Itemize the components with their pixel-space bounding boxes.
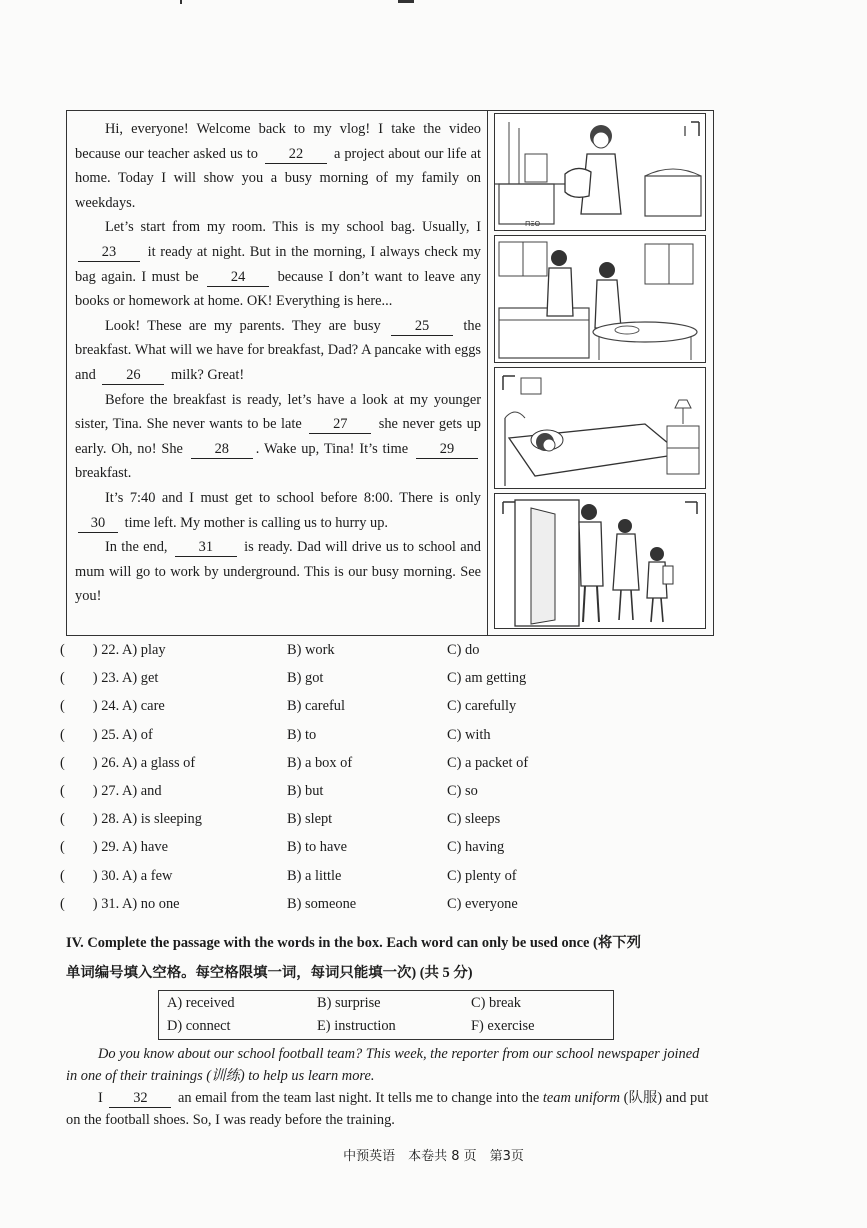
question-row-26 (60, 751, 680, 779)
option-b: B) but (287, 782, 324, 799)
option-b: B) to (287, 726, 317, 743)
blank-29[interactable]: 29 (416, 440, 478, 459)
word-option-a: A) received (167, 995, 235, 1011)
answer-bracket[interactable]: ( ) 27. A) and (60, 782, 162, 799)
word-option-d: D) connect (167, 1018, 231, 1034)
girl-packing-bag-image (495, 114, 705, 230)
parents-cooking-image (495, 236, 705, 362)
answer-bracket[interactable]: ( ) 22. A) play (60, 642, 166, 658)
question-row-31 (60, 892, 680, 920)
scan-mark (180, 0, 182, 4)
paragraph-1: Hi, everyone! Welcome back to my vlog! I take the video because our teacher asked us to 22 a project about our life at home. Today I will show you a busy morning of my family on weekdays. (75, 121, 481, 211)
option-b: B) slept (287, 811, 333, 828)
paragraph-4: Before the breakfast is ready, let’s have a look at my younger sister, Tina. She never wants to be late 27 she never gets up early. Oh, no! She 28 . Wake up, Tina! It’s time 29 breakfast. (75, 391, 481, 482)
answer-bracket[interactable]: ( ) 29. A) have (60, 839, 168, 856)
illustrations-column (487, 111, 713, 635)
paragraph-5: It’s 7:40 and I must get to school before 8:00. There is only 30 time left. My mother is calling us to hurry up. (75, 486, 481, 535)
paragraph-6: In the end, 31 is ready. Dad will drive us to school and mum will go to work by underground. This is our busy morning. See you! (75, 539, 481, 605)
option-c: C) plenty of (447, 867, 517, 884)
illustration-girl-packing-bag (494, 113, 706, 231)
multiple-choice-list (60, 638, 680, 920)
option-c: C) having (447, 839, 505, 856)
option-b: B) work (287, 642, 335, 658)
option-c: C) do (447, 642, 480, 658)
blank-22[interactable]: 22 (265, 145, 327, 164)
sister-sleeping-image (495, 368, 705, 488)
blank-25[interactable]: 25 (391, 317, 453, 336)
option-c: C) sleeps (447, 811, 501, 828)
scan-mark (398, 0, 414, 3)
paragraph-2: Let’s start from my room. This is my school bag. Usually, I 23 it ready at night. But in the morning, I always check my bag again. I must be 24 because I don’t want to leave any books or homework at home. OK! Everything is here... (75, 219, 481, 310)
family-leaving-image (495, 494, 705, 628)
option-b: B) got (287, 670, 324, 687)
answer-bracket[interactable]: ( ) 30. A) a few (60, 867, 173, 884)
option-c: C) carefully (447, 698, 517, 715)
answer-bracket[interactable]: ( ) 24. A) care (60, 698, 165, 715)
section-4-intro: Do you know about our school football team? This week, the reporter from our school newspaper joined in one of their trainings (训练) to help us learn more. (66, 1046, 700, 1084)
question-row-24 (60, 694, 680, 722)
answer-bracket[interactable]: ( ) 25. A) of (60, 726, 153, 743)
option-b: B) a box of (287, 754, 353, 771)
option-b: B) to have (287, 839, 347, 856)
paragraph-3: Look! These are my parents. They are busy 25 the breakfast. What will we have for breakfast, Dad? A pancake with eggs and 26 milk? Great! (75, 317, 481, 383)
option-c: C) a packet of (447, 754, 529, 771)
illustration-label: ΠΞΟ (525, 220, 541, 228)
word-option-e: E) instruction (317, 1018, 396, 1034)
word-option-f: F) exercise (471, 1018, 535, 1034)
blank-27[interactable]: 27 (309, 415, 371, 434)
question-row-23 (60, 666, 680, 694)
question-row-30 (60, 864, 680, 892)
option-b: B) a little (287, 867, 342, 884)
blank-31[interactable]: 31 (175, 538, 237, 557)
option-c: C) am getting (447, 670, 527, 687)
illustration-parents-cooking (494, 235, 706, 363)
question-row-22 (60, 638, 680, 666)
blank-24[interactable]: 24 (207, 268, 269, 287)
answer-bracket[interactable]: ( ) 26. A) a glass of (60, 754, 196, 771)
word-option-b: B) surprise (317, 995, 381, 1011)
question-row-28 (60, 807, 680, 835)
word-box (158, 990, 614, 1040)
blank-23[interactable]: 23 (78, 243, 140, 262)
illustration-sister-sleeping (494, 367, 706, 489)
page-footer: 中预英语 本卷共 8 页 第3页 (343, 1149, 524, 1164)
blank-32[interactable]: 32 (109, 1089, 171, 1108)
question-row-25 (60, 723, 680, 751)
option-c: C) so (447, 782, 478, 799)
word-option-c: C) break (471, 995, 521, 1011)
blank-26[interactable]: 26 (102, 366, 164, 385)
blank-28[interactable]: 28 (191, 440, 253, 459)
illustration-family-leaving (494, 493, 706, 629)
option-b: B) someone (287, 895, 357, 912)
section-4-paragraph-1: I 32 an email from the team last night. It tells me to change into the team uniform (队服) and put on the football shoes. So, I was ready before the training. (66, 1090, 709, 1128)
answer-bracket[interactable]: ( ) 31. A) no one (60, 895, 180, 912)
option-c: C) everyone (447, 895, 518, 912)
cloze-passage (75, 117, 481, 609)
question-row-29 (60, 835, 680, 863)
section-4-passage (66, 1043, 710, 1131)
question-row-27 (60, 779, 680, 807)
answer-bracket[interactable]: ( ) 23. A) get (60, 670, 159, 687)
section-4-title-cn: 单词编号填入空格。每空格限填一词，每词只能填一次) (共 5 分) (66, 965, 473, 981)
cloze-passage-frame (66, 110, 714, 636)
answer-bracket[interactable]: ( ) 28. A) is sleeping (60, 811, 202, 828)
section-4-title: IV. Complete the passage with the words in the box. Each word can only be used once (将下列 (66, 935, 641, 951)
blank-30[interactable]: 30 (78, 514, 118, 533)
option-b: B) careful (287, 698, 345, 715)
option-c: C) with (447, 726, 491, 743)
